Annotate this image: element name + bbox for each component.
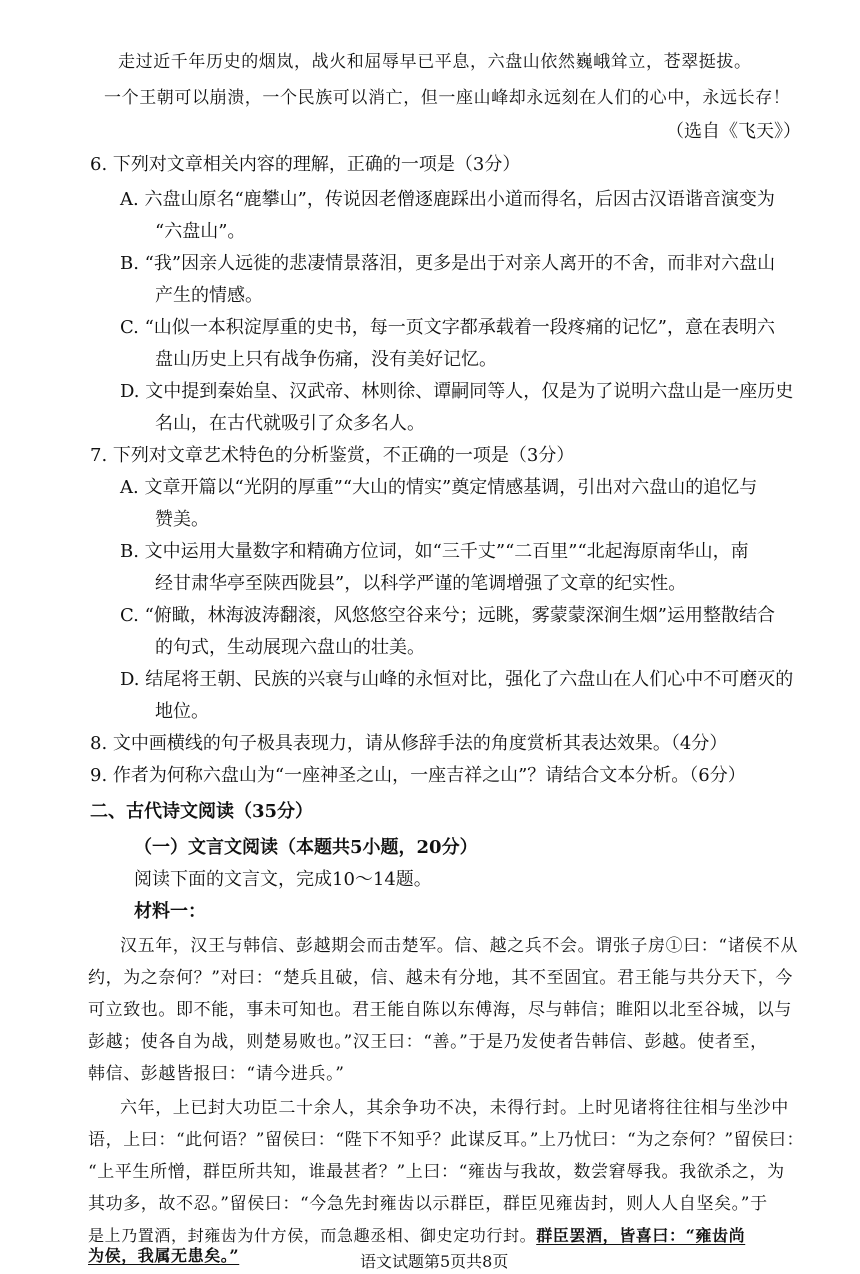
material-p1-line2: 约，为之奈何？”对曰：“楚兵且破，信、越未有分地，其不至固宜。君王能与共分天下，今	[88, 968, 793, 988]
q6-option-d-line2: 名山，在古代就吸引了众多名人。	[155, 413, 425, 434]
q7-option-d-line1: D. 结尾将王朝、民族的兴衰与山峰的永恒对比，强化了六盘山在人们心中不可磨灭的	[120, 669, 794, 690]
q6-option-a-line2: “六盘山”。	[155, 221, 246, 242]
q8-stem: 8. 文中画横线的句子极具表现力，请从修辞手法的角度赏析其表达效果。（4分）	[90, 733, 728, 754]
q7-option-c-line1: C. “俯瞰，林海波涛翻滚，风悠悠空谷来兮；远眺，雾蒙蒙深涧生烟”运用整散结合	[120, 605, 775, 626]
underlined-sentence-end: 为侯，我属无患矣。”	[88, 1246, 240, 1265]
material-p2-line4: 其功多，故不忍。”留侯曰：“今急先封雍齿以示群臣，群臣见雍齿封，则人人自坚矣。”于	[88, 1194, 768, 1214]
q6-option-b-line2: 产生的情感。	[155, 285, 263, 306]
q9-stem: 9. 作者为何称六盘山为“一座神圣之山，一座吉祥之山”？请结合文本分析。（6分）	[90, 765, 746, 786]
material-p2-line2: 语，上曰：“此何语？”留侯曰：“陛下不知乎？此谋反耳。”上乃忧曰：“为之奈何？”留侯曰：	[88, 1130, 805, 1150]
q7-stem: 7. 下列对文章艺术特色的分析鉴赏，不正确的一项是（3分）	[90, 445, 575, 466]
passage-line-1: 走过近千年历史的烟岚，战火和屈辱早已平息，六盘山依然巍峨耸立，苍翠挺拔。	[118, 52, 752, 72]
material-p1-line1: 汉五年，汉王与韩信、彭越期会而击楚军。信、越之兵不会。谓张子房①曰：“诸侯不从	[120, 936, 799, 956]
underlined-sentence-start: 群臣罢酒，皆喜曰：“雍齿尚	[536, 1226, 746, 1245]
q7-option-a-line2: 赞美。	[155, 509, 209, 530]
q7-option-b-line1: B. 文中运用大量数字和精确方位词，如“三千丈”“二百里”“北起海原南华山，南	[120, 541, 749, 562]
section-2-title: 二、古代诗文阅读（35分）	[90, 801, 314, 822]
passage-source: （选自《飞天》）	[666, 121, 801, 142]
q6-stem: 6. 下列对文章相关内容的理解，正确的一项是（3分）	[90, 154, 521, 175]
material-p1-line4: 彭越；使各自为战，则楚易败也。”汉王曰：“善。”于是乃发使者告韩信、彭越。使者至，	[88, 1032, 768, 1052]
material-p2-line3: “上平生所憎，群臣所共知，谁最甚者？”上曰：“雍齿与我故，数尝窘辱我。我欲杀之，为	[88, 1162, 785, 1182]
section-2-subtitle: （一）文言文阅读（本题共5小题，20分）	[134, 837, 478, 858]
q6-option-b-line1: B. “我”因亲人远徙的悲凄情景落泪，更多是出于对亲人离开的不舍，而非对六盘山	[120, 253, 776, 274]
q7-option-a-line1: A. 文章开篇以“光阴的厚重”“大山的情实”奠定情感基调，引出对六盘山的追忆与	[120, 477, 758, 498]
q6-option-a-line1: A. 六盘山原名“鹿攀山”，传说因老僧逐鹿踩出小道而得名，后因古汉语谐音演变为	[120, 189, 775, 210]
material-p2-line5-text: 是上乃置酒，封雍齿为什方侯，而急趣丞相、御史定功行封。	[88, 1226, 537, 1245]
q6-option-c-line1: C. “山似一本积淀厚重的史书，每一页文字都承载着一段疼痛的记忆”，意在表明六	[120, 317, 775, 338]
q6-option-c-line2: 盘山历史上只有战争伤痛，没有美好记忆。	[155, 349, 497, 370]
material-p1-line5: 韩信、彭越皆报曰：“请今进兵。”	[88, 1064, 345, 1084]
material-p1-line3: 可立致也。即不能，事未可知也。君王能自陈以东傅海，尽与韩信；睢阳以北至谷城，以与	[88, 1000, 792, 1020]
material-label: 材料一：	[134, 901, 206, 922]
q7-option-b-line2: 经甘肃华亭至陕西陇县”，以科学严谨的笔调增强了文章的纪实性。	[155, 573, 687, 594]
passage-line-2: 一个王朝可以崩溃，一个民族可以消亡，但一座山峰却永远刻在人们的心中，永远长存！	[104, 88, 791, 108]
material-p2-line5	[88, 1224, 745, 1248]
q7-option-d-line2: 地位。	[155, 701, 209, 722]
q7-option-c-line2: 的句式，生动展现六盘山的壮美。	[155, 637, 425, 658]
page-footer: 语文试题第5页共8页	[360, 1252, 509, 1271]
material-p2-line1: 六年，上已封大功臣二十余人，其余争功不决，未得行封。上时见诸将往往相与坐沙中	[120, 1098, 789, 1118]
q6-option-d-line1: D. 文中提到秦始皇、汉武帝、林则徐、谭嗣同等人，仅是为了说明六盘山是一座历史	[120, 381, 794, 402]
section-2-instruction: 阅读下面的文言文，完成10～14题。	[134, 869, 432, 890]
